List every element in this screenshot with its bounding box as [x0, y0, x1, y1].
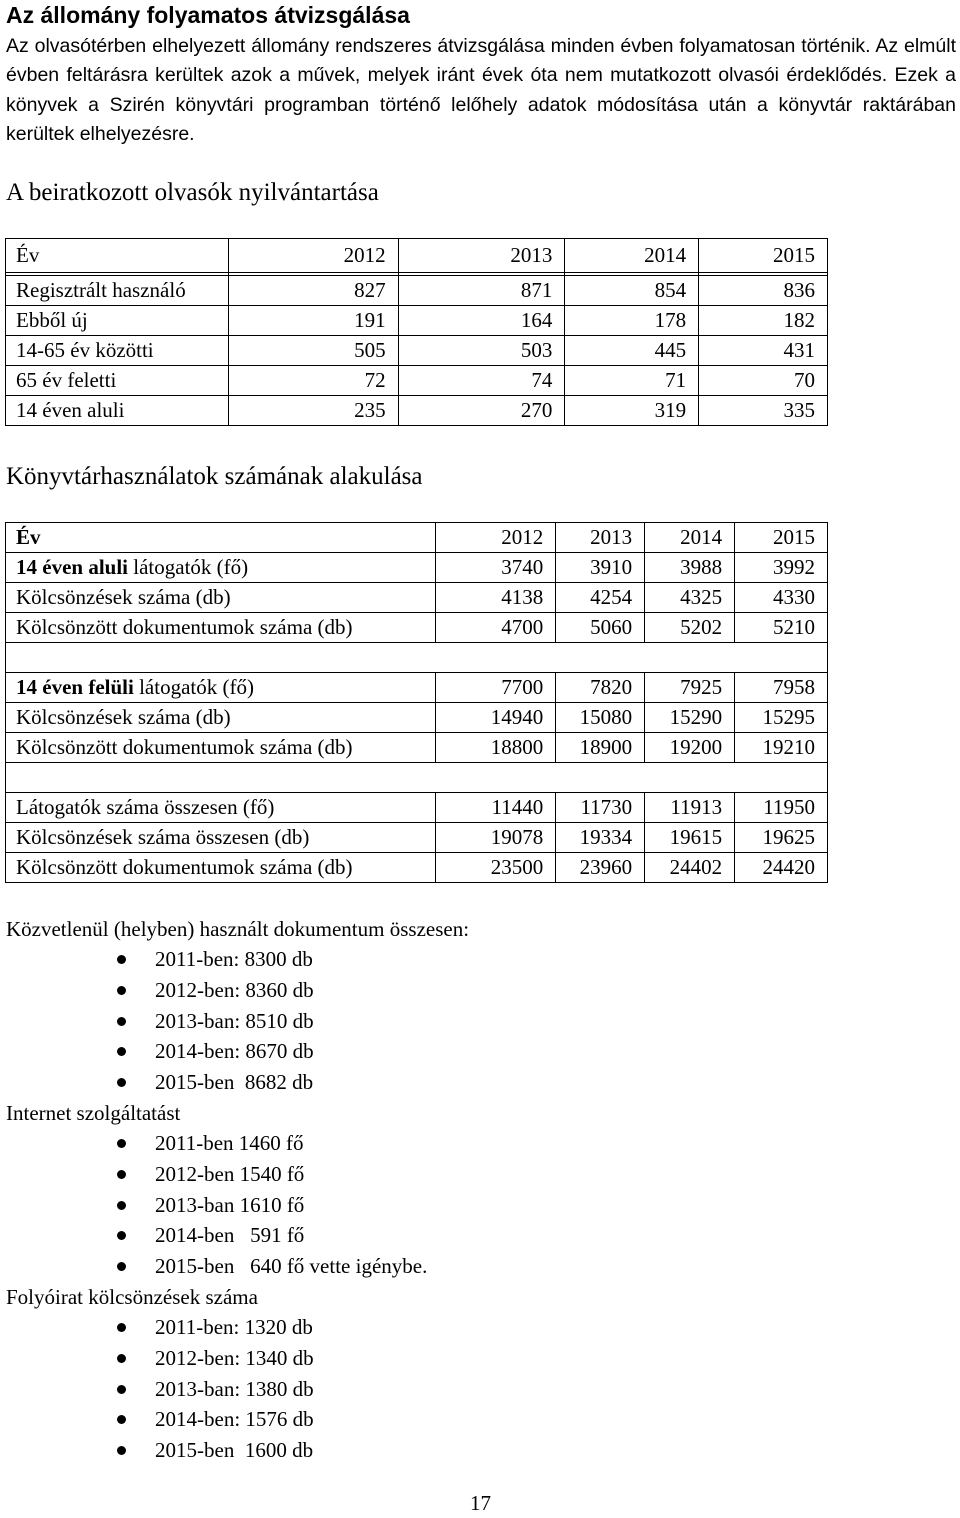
cell-value: 4254 — [556, 583, 645, 613]
list-item-text: 2012-ben: 1340 db — [155, 1345, 314, 1370]
internet-service-label: Internet szolgáltatást — [6, 1101, 181, 1125]
cell-value: 23960 — [556, 853, 645, 883]
list-item-text: 2011-ben 1460 fő — [155, 1131, 304, 1155]
empty-cell — [6, 643, 828, 673]
cell-value: 19615 — [645, 823, 735, 853]
list-item — [0, 1220, 427, 1251]
cell-value: 24420 — [735, 853, 828, 883]
cell-value: 505 — [228, 336, 398, 366]
row-label: Kölcsönzések száma (db) — [6, 583, 436, 613]
table-header-row — [6, 239, 828, 273]
page-number: 17 — [470, 1491, 491, 1515]
cell-value: 836 — [699, 276, 828, 306]
bullet-icon — [117, 1323, 126, 1332]
table-row — [6, 853, 828, 883]
cell-value: 72 — [228, 366, 398, 396]
cell-value: 4330 — [735, 583, 828, 613]
list-item — [0, 1435, 314, 1466]
list-item — [0, 1374, 314, 1405]
header-cell: 2013 — [556, 523, 645, 553]
header-cell: 2014 — [645, 523, 735, 553]
cell-value: 871 — [398, 276, 565, 306]
list-item-text: 2013-ban: 1380 db — [155, 1376, 314, 1401]
readers-table-title: A beiratkozott olvasók nyilvántartása — [6, 179, 379, 206]
list-item — [0, 1343, 314, 1374]
usage-table — [5, 522, 828, 883]
list-item — [0, 1067, 314, 1098]
cell-value: 270 — [398, 396, 565, 426]
row-label-rest: látogatók (fő) — [128, 555, 249, 579]
cell-value: 11440 — [435, 793, 556, 823]
row-label: Kölcsönzések száma összesen (db) — [6, 823, 436, 853]
cell-value: 854 — [565, 276, 699, 306]
list-item-text: 2013-ban: 8510 db — [155, 1008, 314, 1033]
table-row — [6, 276, 828, 306]
cell-value: 319 — [565, 396, 699, 426]
list-item-text: 2012-ben: 8360 db — [155, 977, 314, 1002]
onsite-usage-list — [0, 944, 314, 1098]
bullet-icon — [117, 1262, 126, 1271]
header-cell: 2015 — [735, 523, 828, 553]
row-label: Kölcsönzött dokumentumok száma (db) — [6, 853, 436, 883]
cell-value: 14940 — [435, 703, 556, 733]
readers-table — [5, 238, 828, 426]
periodicals-list — [0, 1312, 314, 1466]
header-cell: Év — [6, 239, 229, 273]
cell-value: 445 — [565, 336, 699, 366]
table-row — [6, 673, 828, 703]
header-cell: 2015 — [699, 239, 828, 273]
cell-value: 182 — [699, 306, 828, 336]
cell-value: 164 — [398, 306, 565, 336]
cell-value: 4700 — [435, 613, 556, 643]
header-cell: 2014 — [565, 239, 699, 273]
table-header-row — [6, 523, 828, 553]
list-item-text: 2014-ben: 1576 db — [155, 1407, 314, 1432]
cell-value: 15290 — [645, 703, 735, 733]
table-row — [6, 583, 828, 613]
onsite-usage-label: Közvetlenül (helyben) használt dokumentum összesen: — [6, 917, 470, 941]
cell-value: 191 — [228, 306, 398, 336]
cell-value: 7700 — [435, 673, 556, 703]
table-row — [6, 306, 828, 336]
bullet-icon — [117, 1078, 126, 1087]
table-row — [6, 553, 828, 583]
table-empty-row — [6, 643, 828, 673]
table-row — [6, 366, 828, 396]
list-item-text: 2015-ben 1600 db — [155, 1438, 314, 1463]
row-label-emphasis: 14 éven felüli — [16, 675, 134, 699]
cell-value: 24402 — [645, 853, 735, 883]
periodicals-label: Folyóirat kölcsönzések száma — [6, 1285, 258, 1309]
row-label: Regisztrált használó — [6, 276, 229, 306]
cell-value: 7958 — [735, 673, 828, 703]
bullet-icon — [117, 1047, 126, 1056]
table-row — [6, 823, 828, 853]
table-row — [6, 336, 828, 366]
row-label — [6, 673, 436, 703]
cell-value: 18900 — [556, 733, 645, 763]
bullet-icon — [117, 1231, 126, 1240]
table-row — [6, 733, 828, 763]
row-label: Kölcsönzések száma (db) — [6, 703, 436, 733]
row-label: Kölcsönzött dokumentumok száma (db) — [6, 733, 436, 763]
bullet-icon — [117, 1017, 126, 1026]
bullet-icon — [117, 1139, 126, 1148]
list-item-text: 2011-ben: 8300 db — [155, 947, 313, 971]
intro-paragraph: Az olvasótérben elhelyezett állomány rendszeres átvizsgálása minden évben folyamatosan történik. Az elmúlt évben feltárásra kerültek azok a művek, melyek iránt évek óta nem mutatkozott olvasói érdeklődés. Ezek a könyvek a Szirén könyvtári programban történő lelőhely adatok módosítása után a könyvtár raktárában kerültek elhelyezésre. — [6, 35, 956, 145]
cell-value: 11730 — [556, 793, 645, 823]
cell-value: 5210 — [735, 613, 828, 643]
empty-cell — [6, 763, 828, 793]
header-cell: 2012 — [435, 523, 556, 553]
cell-value: 74 — [398, 366, 565, 396]
bullet-icon — [117, 986, 126, 995]
bullet-icon — [117, 1446, 126, 1455]
section-heading: Az állomány folyamatos átvizsgálása — [6, 2, 410, 28]
list-item — [0, 1036, 314, 1067]
list-item-text: 2014-ben: 8670 db — [155, 1039, 314, 1064]
list-item-text: 2014-ben 591 fő — [155, 1223, 305, 1248]
list-item-text: 2015-ben 8682 db — [155, 1070, 314, 1095]
cell-value: 3910 — [556, 553, 645, 583]
bullet-icon — [117, 1415, 126, 1424]
cell-value: 15295 — [735, 703, 828, 733]
cell-value: 827 — [228, 276, 398, 306]
list-item — [0, 975, 314, 1006]
list-item-text: 2015-ben 640 fő vette igénybe. — [155, 1254, 428, 1279]
row-label: 65 év feletti — [6, 366, 229, 396]
bullet-icon — [117, 1170, 126, 1179]
usage-table-title: Könyvtárhasználatok számának alakulása — [6, 463, 423, 490]
cell-value: 4138 — [435, 583, 556, 613]
cell-value: 11950 — [735, 793, 828, 823]
cell-value: 235 — [228, 396, 398, 426]
header-cell: 2013 — [398, 239, 565, 273]
bullet-icon — [117, 1201, 126, 1210]
header-cell: 2012 — [228, 239, 398, 273]
cell-value: 178 — [565, 306, 699, 336]
cell-value: 3740 — [435, 553, 556, 583]
list-item — [0, 944, 314, 975]
row-label: Látogatók száma összesen (fő) — [6, 793, 436, 823]
row-label: Ebből új — [6, 306, 229, 336]
cell-value: 3988 — [645, 553, 735, 583]
cell-value: 7820 — [556, 673, 645, 703]
list-item-text: 2013-ban 1610 fő — [155, 1192, 305, 1217]
list-item-text: 2011-ben: 1320 db — [155, 1315, 313, 1339]
cell-value: 23500 — [435, 853, 556, 883]
row-label-rest: látogatók (fő) — [133, 675, 254, 699]
cell-value: 503 — [398, 336, 565, 366]
list-item — [0, 1312, 314, 1343]
header-cell: Év — [6, 523, 436, 553]
internet-service-list — [0, 1128, 427, 1282]
cell-value: 19078 — [435, 823, 556, 853]
cell-value: 19210 — [735, 733, 828, 763]
list-item-text: 2012-ben 1540 fő — [155, 1161, 305, 1186]
table-row — [6, 703, 828, 733]
cell-value: 19625 — [735, 823, 828, 853]
cell-value: 4325 — [645, 583, 735, 613]
cell-value: 431 — [699, 336, 828, 366]
bullet-icon — [117, 1354, 126, 1363]
cell-value: 19334 — [556, 823, 645, 853]
bullet-icon — [117, 955, 126, 964]
cell-value: 335 — [699, 396, 828, 426]
list-item — [0, 1251, 427, 1282]
row-label: 14-65 év közötti — [6, 336, 229, 366]
cell-value: 18800 — [435, 733, 556, 763]
cell-value: 5060 — [556, 613, 645, 643]
row-label-emphasis: 14 éven aluli — [16, 555, 129, 579]
cell-value: 70 — [699, 366, 828, 396]
list-item — [0, 1006, 314, 1037]
cell-value: 71 — [565, 366, 699, 396]
list-item — [0, 1404, 314, 1435]
row-label: 14 éven aluli — [6, 396, 229, 426]
cell-value: 3992 — [735, 553, 828, 583]
cell-value: 15080 — [556, 703, 645, 733]
row-label: Kölcsönzött dokumentumok száma (db) — [6, 613, 436, 643]
cell-value: 7925 — [645, 673, 735, 703]
cell-value: 19200 — [645, 733, 735, 763]
list-item — [0, 1190, 427, 1221]
cell-value: 5202 — [645, 613, 735, 643]
table-row — [6, 793, 828, 823]
list-item — [0, 1159, 427, 1190]
table-empty-row — [6, 763, 828, 793]
row-label — [6, 553, 436, 583]
bullet-icon — [117, 1385, 126, 1394]
cell-value: 11913 — [645, 793, 735, 823]
list-item — [0, 1128, 427, 1159]
table-row — [6, 613, 828, 643]
table-row — [6, 396, 828, 426]
